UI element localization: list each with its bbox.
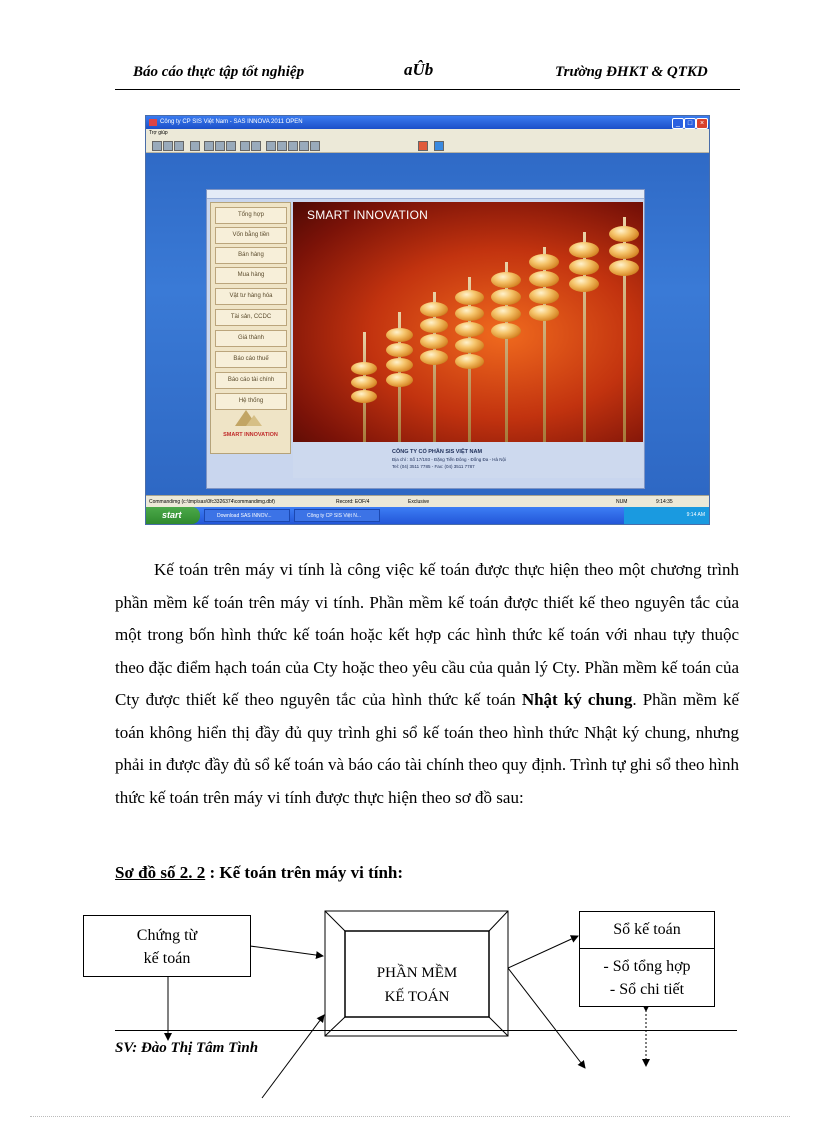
toolbar-icon — [152, 141, 162, 151]
box-so-ke-toan — [579, 911, 715, 1007]
toolbar — [146, 138, 709, 153]
abacus-bead — [491, 323, 521, 339]
paragraph-bold: Nhật ký chung — [521, 690, 633, 709]
abacus-banner — [293, 202, 643, 442]
abacus-bead — [609, 226, 639, 242]
close-icon: × — [696, 118, 708, 129]
menu-btn-tai-san: Tài sản, CCDC — [215, 309, 287, 326]
toolbar-icon — [288, 141, 298, 151]
menu-btn-von-bang-tien: Vốn bằng tiền — [215, 227, 287, 244]
box-phan-mem — [345, 961, 489, 1009]
company-tel: Tel: (04) 3511 7785 - Fax: (04) 3511 7787 — [392, 464, 475, 469]
abacus-bead — [569, 242, 599, 258]
toolbar-icon — [299, 141, 309, 151]
paragraph-text-1: Kế toán trên máy vi tính là công việc kế toán được thực hiện theo một chương trình phần mềm kế toán trên máy vi tính. Phần mềm kế toán được thiết kế theo nguyên tắc của một trong bốn hình thức kế toán hoặc kết hợp các hình thức kế toán với nhau tựy thuộc theo đặc điểm hạch toán của Cty hoặc theo yêu cầu của quản lý Cty. Phần mềm kế toán của Cty được thiết kế theo nguyên tắc của hình thức kế toán — [115, 560, 739, 709]
menu-btn-tong-hop: Tổng hợp — [215, 207, 287, 224]
abacus-bead — [420, 302, 448, 317]
toolbar-icon — [240, 141, 250, 151]
minimize-icon: _ — [672, 118, 684, 129]
footer-rule — [115, 1030, 737, 1031]
menu-btn-ban-hang: Bán hàng — [215, 247, 287, 264]
menu-btn-mua-hang: Mua hàng — [215, 267, 287, 284]
toolbar-icon — [215, 141, 225, 151]
abacus-bead — [529, 254, 559, 270]
menu-btn-he-thong: Hệ thống — [215, 393, 287, 410]
abacus-bead — [351, 376, 377, 389]
toolbar-icon — [310, 141, 320, 151]
abacus-bead — [455, 306, 484, 321]
module-menu — [210, 202, 291, 454]
header-left: Báo cáo thực tập tốt nghiệp — [133, 64, 305, 80]
status-mode: Exclusive — [408, 499, 430, 505]
caption-text: : Kế toán trên máy vi tính: — [205, 863, 404, 882]
abacus-bead — [609, 243, 639, 259]
header-right: Trường ĐHKT & QTKD — [555, 64, 708, 80]
toolbar-icon — [434, 141, 444, 151]
body-paragraph — [115, 554, 739, 814]
abacus-bead — [455, 290, 484, 305]
box-so-chi-tiet: - Sổ chi tiết — [609, 981, 685, 998]
box-chung-tu-line1: Chứng từ — [136, 927, 198, 944]
box-phan-mem-line1: PHẦN MỀM — [376, 965, 458, 981]
panel-topbar — [207, 190, 644, 199]
header-ornament: aÛb — [404, 60, 434, 79]
abacus-bead — [420, 318, 448, 333]
abacus-bead — [491, 272, 521, 288]
start-button: start — [146, 507, 200, 524]
menu-btn-bao-cao-thue: Báo cáo thuế — [215, 351, 287, 368]
logo-text: SMART INNOVATION — [223, 432, 278, 438]
software-screenshot — [145, 115, 710, 525]
header-rule — [115, 89, 740, 90]
toolbar-icon — [418, 141, 428, 151]
abacus-bead — [420, 350, 448, 365]
toolbar-icon — [163, 141, 173, 151]
abacus-bead — [529, 305, 559, 321]
box-so-tong-hop: - Sổ tổng hợp — [603, 958, 691, 975]
abacus-bead — [455, 322, 484, 337]
box-so-ke-toan-title: Sổ kế toán — [580, 912, 714, 949]
abacus-bead — [569, 259, 599, 275]
main-panel — [206, 189, 645, 489]
box-chung-tu — [83, 915, 251, 977]
abacus-bead — [351, 362, 377, 375]
system-tray: 9:14 AM — [624, 507, 709, 524]
abacus-bead — [420, 334, 448, 349]
abacus-bead — [491, 289, 521, 305]
paragraph-text-2: . Phần mềm kế toán không hiển thị đầy đủ quy trình ghi sổ kế toán theo hình thức Nhật ký chung, nhưng phải in được đầy đủ sổ kế toán và báo cáo tài chính theo quy định. Trình tự ghi sổ theo hình thức kế toán trên máy vi tính được thực hiện theo sơ đồ sau: — [115, 690, 739, 807]
toolbar-icon — [277, 141, 287, 151]
maximize-icon: □ — [684, 118, 696, 129]
company-logo-icon — [246, 415, 262, 426]
diagram-caption — [115, 863, 403, 883]
abacus-bead — [351, 390, 377, 403]
taskbar-item: Download SAS INNOV... — [204, 509, 290, 522]
window-titlebar — [146, 116, 709, 129]
footer-student: SV: Đào Thị Tâm Tình — [115, 1040, 259, 1056]
menu-bar — [146, 129, 709, 138]
toolbar-icon — [190, 141, 200, 151]
taskbar-item: Công ty CP SIS Việt N... — [294, 509, 380, 522]
taskbar — [146, 507, 709, 524]
window-title: Công ty CP SIS Việt Nam - SAS INNOVA 2011 OPEN — [160, 119, 303, 125]
abacus-bead — [455, 354, 484, 369]
abacus-bead — [386, 358, 413, 372]
toolbar-icon — [251, 141, 261, 151]
box-phan-mem-line2: KẾ TOÁN — [384, 989, 450, 1005]
toolbar-icon — [174, 141, 184, 151]
menu-btn-vat-tu: Vật tư hàng hóa — [215, 288, 287, 305]
toolbar-icon — [266, 141, 276, 151]
page-edge-dots — [30, 1116, 790, 1117]
abacus-bead — [386, 343, 413, 357]
abacus-bead — [609, 260, 639, 276]
status-num: NUM — [616, 499, 628, 505]
abacus-bead — [491, 306, 521, 322]
toolbar-icon — [226, 141, 236, 151]
abacus-bead — [529, 271, 559, 287]
caption-label: Sơ đồ số 2. 2 — [115, 863, 206, 882]
menu-btn-gia-thanh: Giá thành — [215, 330, 287, 347]
abacus-bead — [386, 373, 413, 387]
abacus-bead — [569, 276, 599, 292]
menu-help: Trợ giúp — [149, 130, 168, 136]
banner-title: SMART INNOVATION — [307, 208, 428, 222]
abacus-bead — [386, 328, 413, 342]
box-chung-tu-line2: kế toán — [143, 950, 191, 967]
menu-btn-bao-cao-tai-chinh: Báo cáo tài chính — [215, 372, 287, 389]
company-name: CÔNG TY CỔ PHẦN SIS VIỆT NAM — [392, 449, 483, 455]
status-record: Record: EOF/4 — [336, 499, 370, 505]
abacus-bead — [529, 288, 559, 304]
app-icon — [149, 119, 157, 126]
status-path: Commandimg (c:\tmp\sas\0fc3326374\commandimg.dbf) — [149, 499, 275, 505]
company-address: Địa chỉ : Số 17/193 - Đặng Tiến Đông - Đống Đa - Hà Nội — [392, 457, 507, 462]
status-time: 9:14:35 — [656, 499, 673, 505]
abacus-bead — [455, 338, 484, 353]
toolbar-icon — [204, 141, 214, 151]
